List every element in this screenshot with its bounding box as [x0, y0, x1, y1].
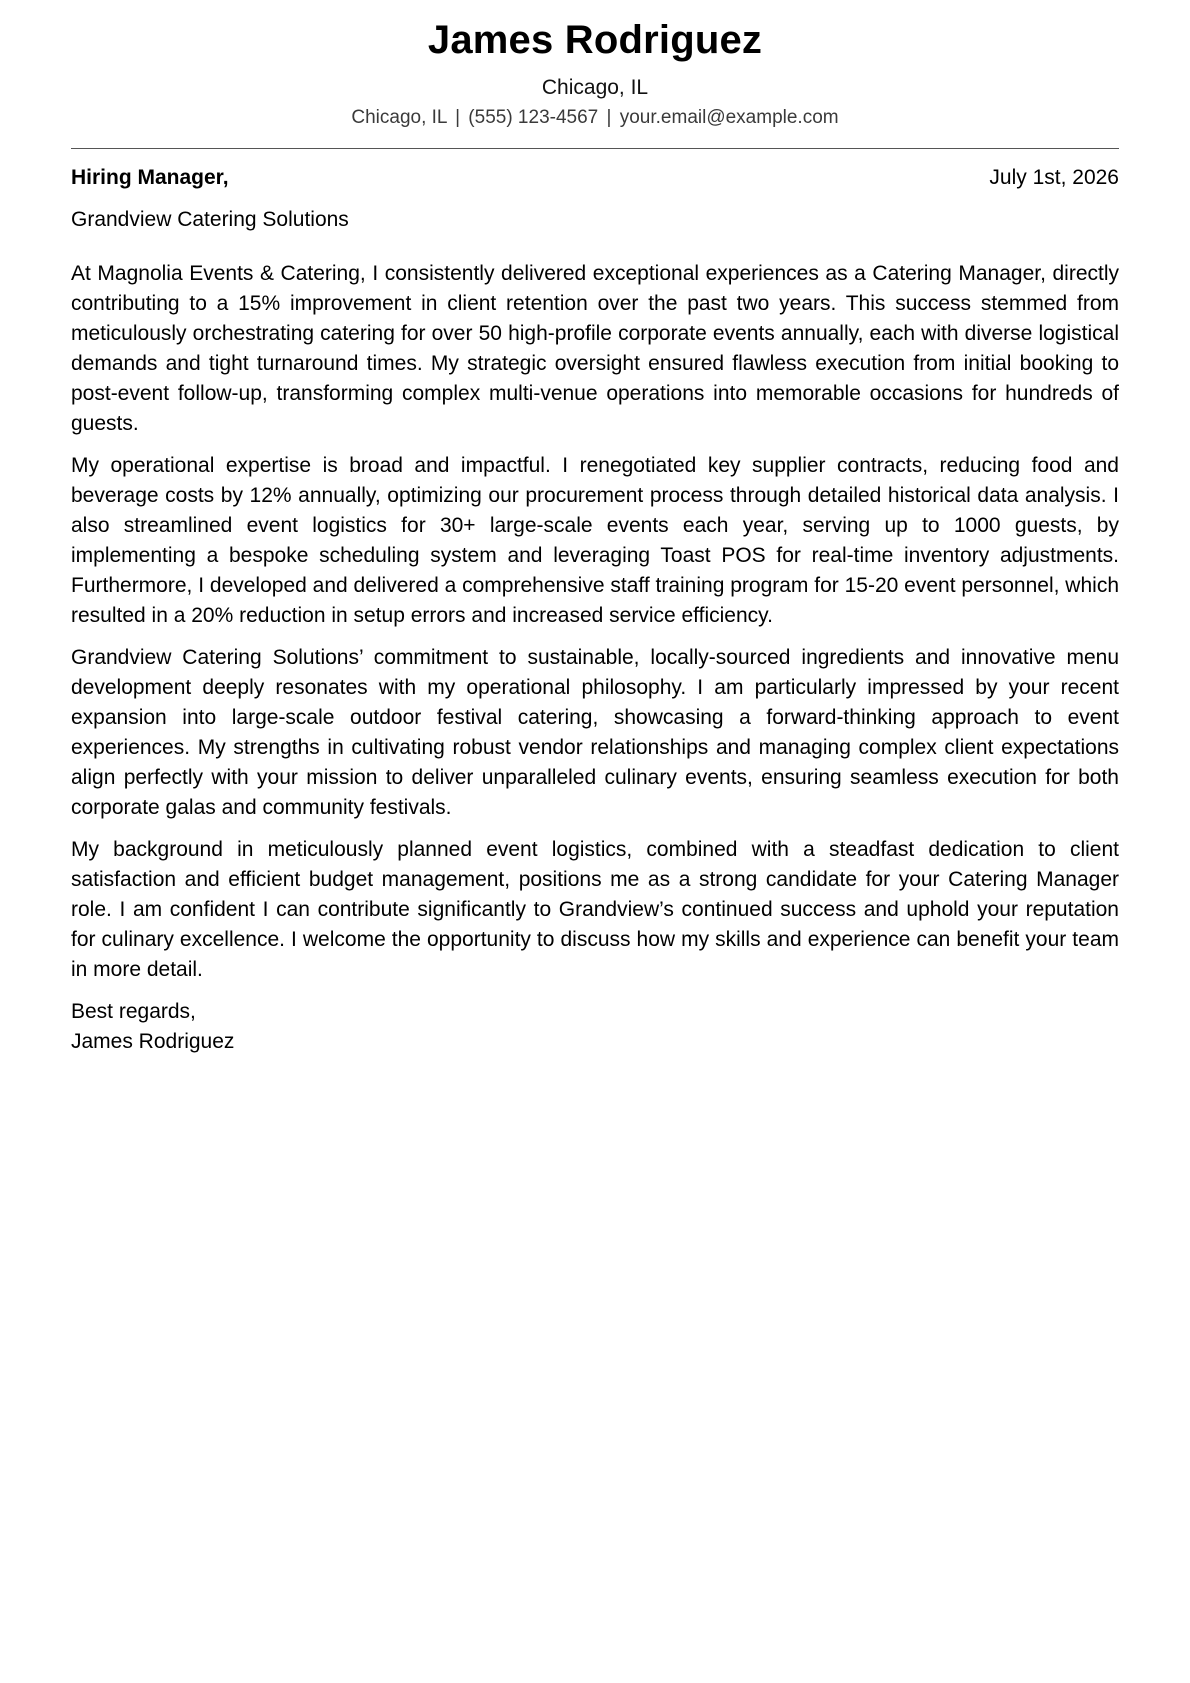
- contact-separator: |: [455, 107, 461, 128]
- recipient-company: Grandview Catering Solutions: [71, 208, 349, 231]
- body-paragraph: At Magnolia Events & Catering, I consistently delivered exceptional experiences as a Catering Manager, directly contributing to a 15% improvement in client retention over the past two years. This success stemmed from meticulously orchestrating catering for over 50 high-profile corporate events annually, each with diverse logistical demands and tight turnaround times. My strategic oversight ensured flawless execution from initial booking to post-event follow-up, transforming complex multi-venue operations into memorable occasions for hundreds of guests.: [71, 262, 1119, 435]
- letter-closing: [71, 997, 1119, 1057]
- body-paragraph: My background in meticulously planned event logistics, combined with a steadfast dedication to client satisfaction and efficient budget management, positions me as a strong candidate for your Catering Manager role. I am confident I can contribute significantly to Grandview’s continued success and uphold your reputation for culinary excellence. I welcome the opportunity to discuss how my skills and experience can benefit your team in more detail.: [71, 838, 1119, 981]
- signature-name: James Rodriguez: [71, 1030, 235, 1053]
- body-paragraph: My operational expertise is broad and impactful. I renegotiated key supplier contracts, reducing food and beverage costs by 12% annually, optimizing our procurement process through detailed historical data analysis. I also streamlined event logistics for 30+ large-scale events each year, serving up to 1000 guests, by implementing a bespoke scheduling system and leveraging Toast POS for real-time inventory adjustments. Furthermore, I developed and delivered a comprehensive staff training program for 15-20 event personnel, which resulted in a 20% reduction in setup errors and increased service efficiency.: [71, 454, 1119, 627]
- header-divider: [71, 148, 1119, 149]
- applicant-location: Chicago, IL: [541, 76, 649, 99]
- letter-date: July 1st, 2026: [989, 166, 1119, 189]
- recipient-salutation: Hiring Manager,: [71, 166, 229, 189]
- contact-phone: (555) 123-4567: [468, 107, 599, 128]
- recipient-date-row: [71, 164, 1119, 192]
- letter-body: [71, 259, 1119, 985]
- body-paragraph: Grandview Catering Solutions’ commitment to sustainable, locally-sourced ingredients and innovative menu development deeply resonates with my operational philosophy. I am particularly impressed by your recent expansion into large-scale outdoor festival catering, showcasing a forward-thinking approach to event experiences. My strengths in cultivating robust vendor relationships and managing complex client expectations align perfectly with your mission to deliver unparalleled culinary events, ensuring seamless execution for both corporate galas and community festivals.: [71, 646, 1119, 819]
- letter-header: [71, 0, 1119, 131]
- applicant-name: James Rodriguez: [427, 18, 763, 62]
- contact-email: your.email@example.com: [619, 107, 839, 128]
- contact-line: [71, 105, 1119, 131]
- contact-separator: |: [606, 107, 612, 128]
- closing-phrase: Best regards,: [71, 1000, 196, 1023]
- contact-city: Chicago, IL: [351, 107, 447, 128]
